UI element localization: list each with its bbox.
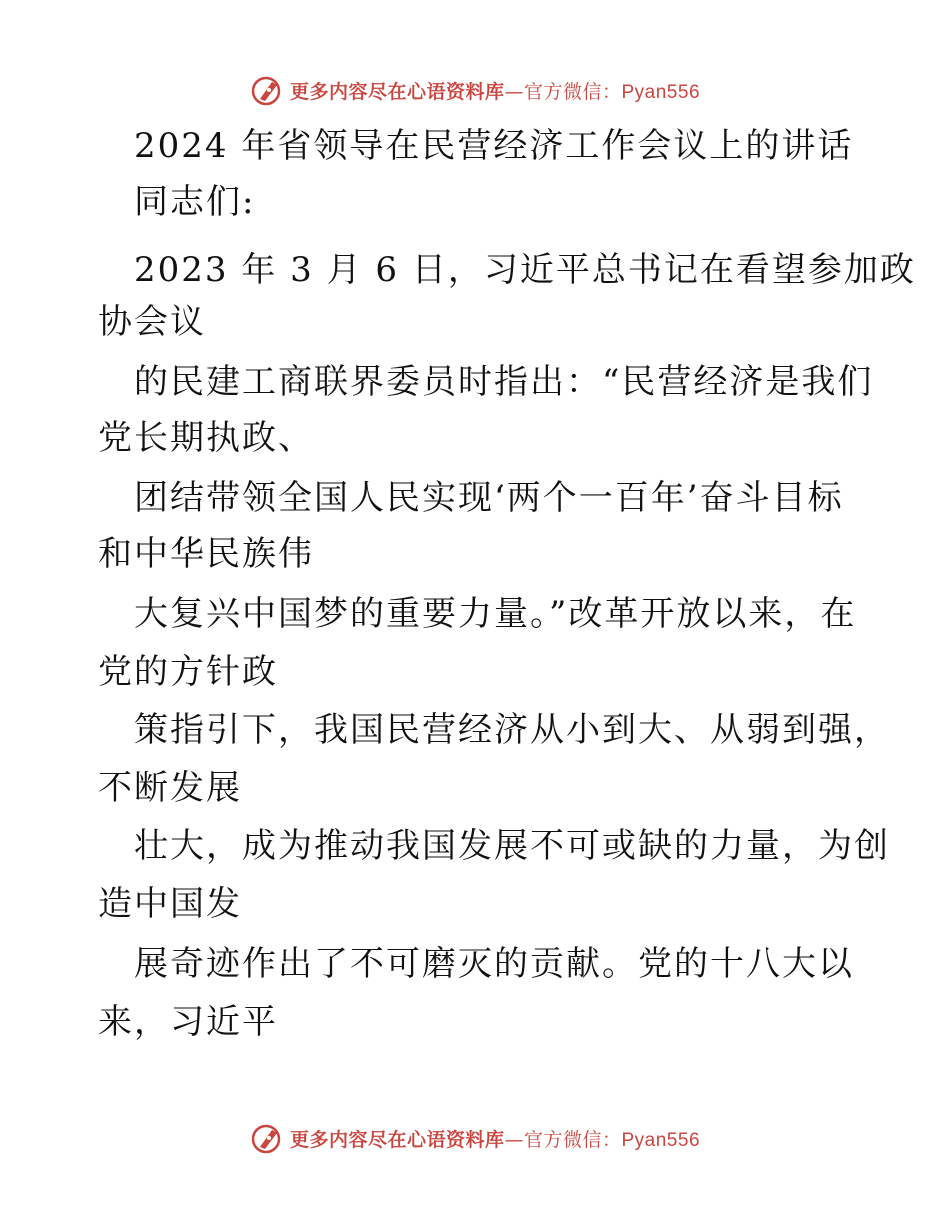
paragraph-line: 党长期执政、: [98, 418, 314, 458]
paragraph-line: 造中国发: [98, 884, 242, 924]
paragraph-line: 团结带领全国人民实现‘两个一百年’奋斗目标: [134, 478, 844, 518]
paragraph-line: 策指引下，我国民营经济从小到大、从弱到强，: [134, 710, 890, 750]
watermark-wechat-label: 官方微信：: [523, 80, 622, 103]
paragraph-line: 党的方针政: [98, 652, 278, 692]
salutation: 同志们:: [134, 182, 256, 222]
paragraph-line: 来，习近平: [98, 1002, 278, 1042]
watermark-brand: 更多内容尽在心语资料库: [289, 80, 505, 103]
watermark-wechat-handle: Pyan556: [621, 1129, 701, 1151]
watermark-brand: 更多内容尽在心语资料库: [289, 1128, 505, 1151]
watermark-separator: —: [504, 80, 524, 103]
header-watermark: [0, 70, 950, 110]
watermark-wechat-handle: Pyan556: [621, 81, 701, 103]
document-title: 2024 年省领导在民营经济工作会议上的讲话: [134, 126, 854, 166]
pen-nib-circle-icon: [250, 1121, 284, 1155]
watermark-text: [290, 1125, 700, 1152]
pen-nib-circle-icon: [250, 73, 284, 107]
paragraph-line: 2023 年 3 月 6 日，习近平总书记在看望参加政: [134, 250, 916, 290]
paragraph-line: 展奇迹作出了不可磨灭的贡献。党的十八大以: [134, 944, 854, 984]
paragraph-line: 壮大，成为推动我国发展不可或缺的力量，为创: [134, 826, 890, 866]
paragraph-line: 的民建工商联界委员时指出：“民营经济是我们: [134, 362, 874, 402]
watermark-separator: —: [504, 1128, 524, 1151]
paragraph-line: 不断发展: [98, 768, 242, 808]
watermark-wechat-label: 官方微信：: [523, 1128, 622, 1151]
paragraph-line: 协会议: [98, 302, 206, 342]
watermark-text: [290, 77, 700, 104]
paragraph-line: 大复兴中国梦的重要力量。”改革开放以来，在: [134, 594, 857, 634]
footer-watermark: [0, 1118, 950, 1158]
paragraph-line: 和中华民族伟: [98, 534, 314, 574]
